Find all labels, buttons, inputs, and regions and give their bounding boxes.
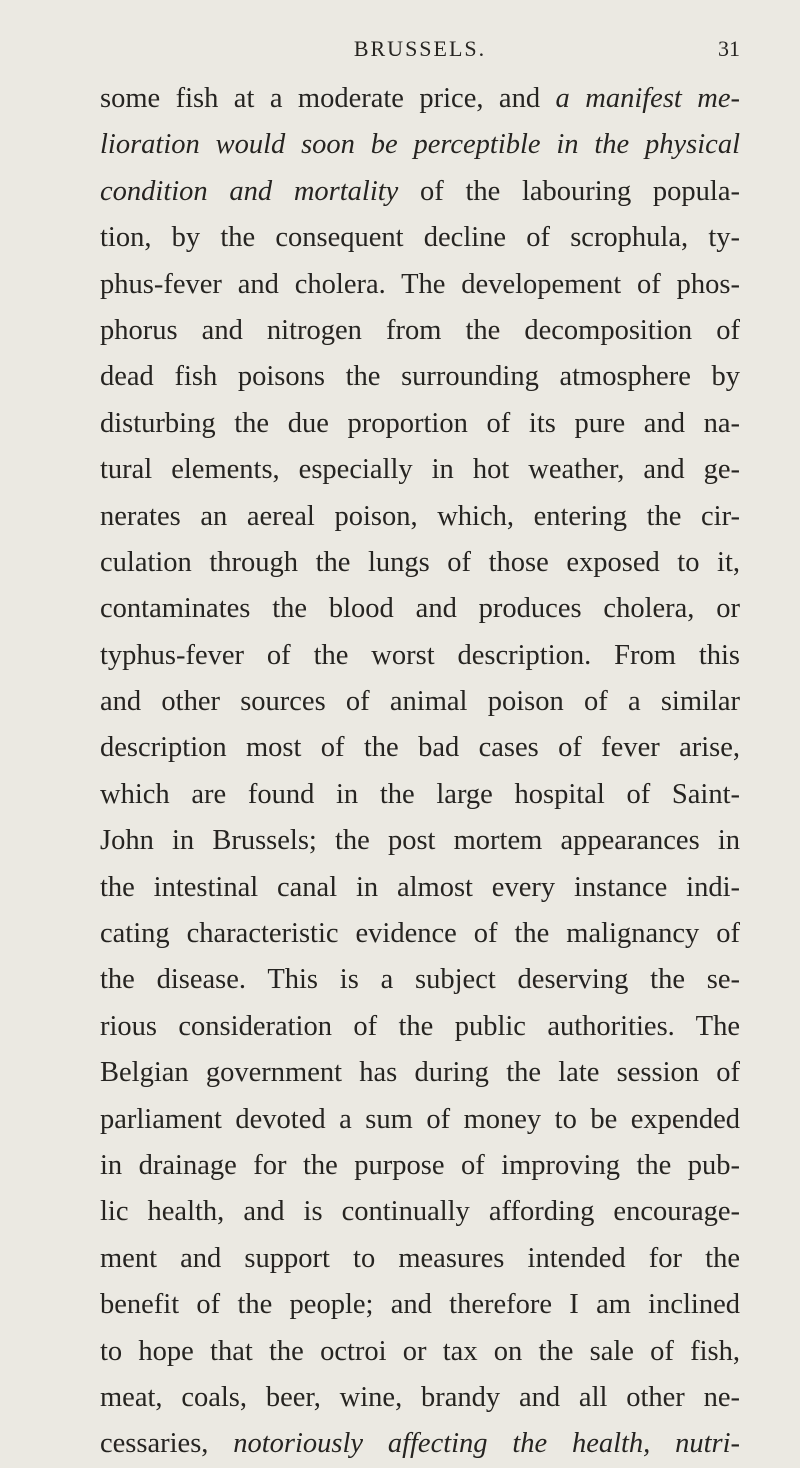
text-span: some fish at a moderate price, and bbox=[100, 83, 556, 114]
body-text bbox=[100, 76, 740, 1468]
text-span: cessaries, bbox=[100, 1428, 234, 1460]
text-line bbox=[100, 772, 740, 818]
text-span: of the labouring popula- bbox=[398, 175, 740, 207]
italic-text-span: condition and mortality bbox=[100, 175, 399, 207]
page-number: 31 bbox=[718, 36, 740, 61]
text-span: description most of the bad cases of fever arise, bbox=[100, 732, 740, 764]
text-span: parliament devoted a sum of money to be expended bbox=[100, 1103, 740, 1135]
text-line bbox=[100, 308, 740, 354]
text-span: phus-fever and cholera. The developement of phos- bbox=[100, 268, 740, 300]
text-line bbox=[100, 911, 740, 957]
text-span: Belgian government has during the late session of bbox=[100, 1057, 740, 1089]
text-line bbox=[100, 1421, 740, 1467]
text-line bbox=[100, 1097, 740, 1143]
text-line bbox=[100, 1282, 740, 1328]
text-line bbox=[100, 540, 740, 586]
text-span: to hope that the octroi or tax on the sale of fish, bbox=[100, 1335, 740, 1367]
text-line bbox=[100, 1329, 740, 1375]
text-span: benefit of the people; and therefore I am inclined bbox=[100, 1289, 740, 1321]
text-span: the disease. This is a subject deserving the se- bbox=[100, 964, 740, 996]
text-span: cating characteristic evidence of the malignancy of bbox=[100, 918, 740, 950]
running-head: BRUSSELS. bbox=[353, 36, 487, 61]
text-line bbox=[100, 633, 740, 679]
text-line bbox=[100, 586, 740, 632]
text-span: contaminates the blood and produces cholera, or bbox=[100, 593, 740, 625]
italic-text-span: notoriously affecting the health, nutri- bbox=[233, 1428, 741, 1460]
text-line bbox=[100, 262, 740, 308]
text-span: the intestinal canal in almost every instance indi- bbox=[100, 871, 740, 903]
text-line bbox=[100, 401, 740, 447]
text-span: nerates an aereal poison, which, entering the cir- bbox=[100, 500, 740, 532]
text-line bbox=[100, 1189, 740, 1235]
text-span: which are found in the large hospital of Saint- bbox=[100, 778, 740, 810]
text-span: meat, coals, beer, wine, brandy and all other ne- bbox=[100, 1381, 740, 1413]
italic-text-span: a manifest me- bbox=[555, 83, 740, 114]
text-line bbox=[100, 494, 740, 540]
text-line bbox=[100, 725, 740, 771]
text-span: typhus-fever of the worst description. From this bbox=[100, 639, 740, 671]
text-line bbox=[100, 1143, 740, 1189]
text-line bbox=[100, 818, 740, 864]
text-span: phorus and nitrogen from the decomposition of bbox=[100, 314, 740, 346]
text-span: lic health, and is continually affording encourage- bbox=[100, 1196, 740, 1228]
text-line bbox=[100, 76, 740, 122]
text-line bbox=[100, 354, 740, 400]
text-span: tion, by the consequent decline of scrophula, ty- bbox=[100, 222, 740, 254]
text-line bbox=[100, 1375, 740, 1421]
text-span: tural elements, especially in hot weather, and ge- bbox=[100, 454, 740, 486]
text-line bbox=[100, 169, 740, 215]
text-span: dead fish poisons the surrounding atmosphere by bbox=[100, 361, 740, 393]
text-span: ment and support to measures intended for the bbox=[100, 1242, 740, 1274]
text-span: and other sources of animal poison of a similar bbox=[100, 686, 740, 718]
text-line bbox=[100, 215, 740, 261]
text-line bbox=[100, 122, 740, 168]
text-line bbox=[100, 447, 740, 493]
text-line bbox=[100, 1050, 740, 1096]
text-line bbox=[100, 865, 740, 911]
italic-text-span: lioration would soon be perceptible in the physical bbox=[100, 129, 740, 161]
text-span: in drainage for the purpose of improving the pub- bbox=[100, 1149, 740, 1181]
text-span: culation through the lungs of those exposed to it, bbox=[100, 546, 740, 578]
text-span: rious consideration of the public authorities. The bbox=[100, 1010, 740, 1042]
text-span: John in Brussels; the post mortem appearances in bbox=[100, 825, 740, 857]
text-span: disturbing the due proportion of its pure and na- bbox=[100, 407, 740, 439]
text-line bbox=[100, 1004, 740, 1050]
text-line bbox=[100, 1236, 740, 1282]
page-header bbox=[100, 28, 740, 68]
text-line bbox=[100, 957, 740, 1003]
text-line bbox=[100, 679, 740, 725]
